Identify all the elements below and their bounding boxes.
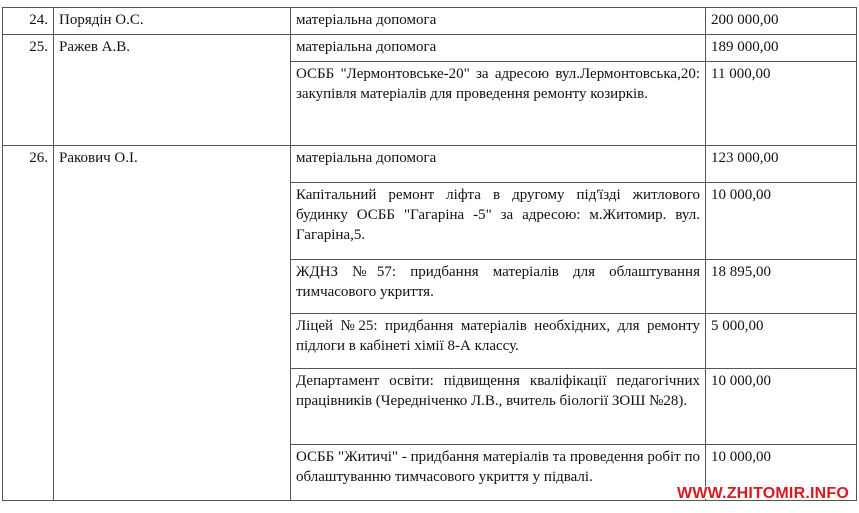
purpose-cell: ОСББ "Лермонтовське-20" за адресою вул.Лермонтовська,20: закупівля матеріалів для проведення ремонту козирків. <box>291 62 706 146</box>
purpose-cell: Капітальний ремонт ліфта в другому під'їзді житлового будинку ОСББ "Гагаріна -5" за адресою: м.Житомир. вул. Гагаріна,5. <box>291 183 706 260</box>
recipient-name: Ракович О.І. <box>54 146 291 501</box>
recipient-name: Ражев А.В. <box>54 35 291 146</box>
purpose-cell: матеріальна допомога <box>291 35 706 62</box>
table-row <box>3 8 857 35</box>
purpose-cell: матеріальна допомога <box>291 8 706 35</box>
amount-cell: 11 000,00 <box>706 62 857 146</box>
amount-cell: 189 000,00 <box>706 35 857 62</box>
purpose-cell: матеріальна допомога <box>291 146 706 183</box>
row-number: 25. <box>3 35 54 146</box>
purpose-cell: ОСББ "Житичі" - придбання матеріалів та проведення робіт по облаштуванню тимчасового укриття у підвалі. <box>291 445 706 501</box>
table-row <box>3 146 857 183</box>
allocation-table <box>2 7 857 501</box>
recipient-name: Порядін О.С. <box>54 8 291 35</box>
row-number: 26. <box>3 146 54 501</box>
row-number: 24. <box>3 8 54 35</box>
table-row <box>3 35 857 62</box>
site-watermark: WWW.ZHITOMIR.INFO <box>677 485 849 502</box>
amount-cell: 10 000,00 <box>706 369 857 445</box>
amount-cell: 10 000,00 <box>706 183 857 260</box>
amount-cell: 10 000,00 <box>706 445 857 501</box>
amount-cell: 200 000,00 <box>706 8 857 35</box>
purpose-cell: Ліцей №25: придбання матеріалів необхідних, для ремонту підлоги в кабінеті хімії 8-А классу. <box>291 314 706 369</box>
purpose-cell: Департамент освіти: підвищення кваліфікації педагогічних працівників (Чередніченко Л.В., вчитель біології ЗОШ №28). <box>291 369 706 445</box>
purpose-cell: ЖДНЗ №57: придбання матеріалів для облаштування тимчасового укриття. <box>291 260 706 314</box>
amount-cell: 18 895,00 <box>706 260 857 314</box>
amount-cell: 5 000,00 <box>706 314 857 369</box>
amount-cell: 123 000,00 <box>706 146 857 183</box>
